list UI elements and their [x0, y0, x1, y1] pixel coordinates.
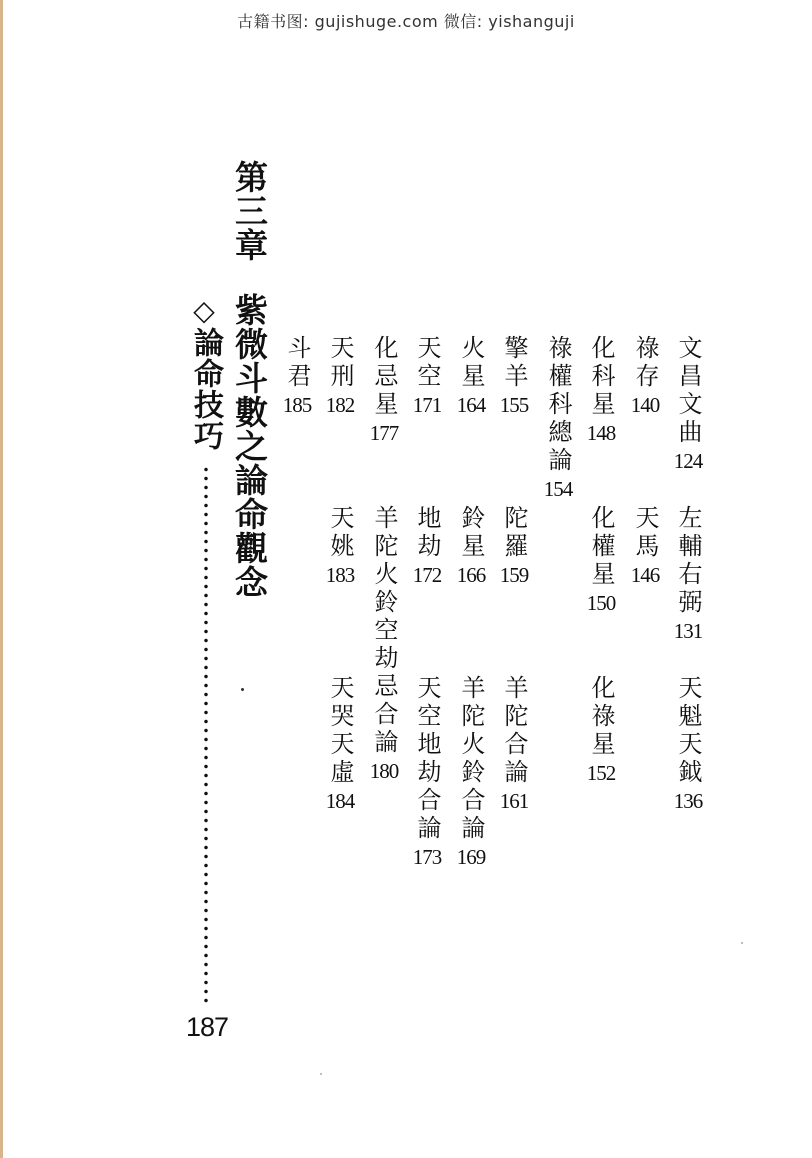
page-edge	[0, 0, 3, 1158]
toc-entry-title: 天哭天虛	[326, 675, 354, 787]
toc-entry-page: 180	[369, 759, 399, 783]
toc-entry-title: 鈴星	[457, 505, 485, 561]
toc-entry-page: 131	[673, 619, 703, 643]
toc-entry-title: 火星	[457, 335, 485, 391]
dotted-leader	[202, 465, 210, 1005]
toc-entry-title: 文昌文曲	[674, 335, 702, 447]
chapter-label: 第三章	[230, 160, 269, 262]
toc-entry-page: 177	[369, 421, 399, 445]
toc-entry-page: 150	[586, 591, 616, 615]
toc-entry-title: 祿權科總論	[544, 335, 572, 475]
toc-entry-page: 155	[499, 393, 529, 417]
toc-entry[interactable]	[322, 335, 358, 418]
toc-entry[interactable]	[496, 505, 532, 588]
toc-entry-title: 羊陀合論	[500, 675, 528, 787]
toc-entry-title: 化忌星	[370, 335, 398, 419]
toc-entry[interactable]	[279, 335, 315, 418]
toc-entry-title: 化科星	[587, 335, 615, 419]
speck	[320, 1073, 322, 1075]
toc-entry-title: 陀羅	[500, 505, 528, 561]
toc-entry[interactable]	[496, 335, 532, 418]
toc-entry[interactable]	[366, 505, 402, 784]
toc-entry-page: 173	[412, 845, 442, 869]
toc-entry[interactable]	[670, 675, 706, 814]
chapter-title: 紫微斗數之論命觀念	[230, 293, 269, 599]
toc-entry-title: 羊陀火鈴合論	[457, 675, 485, 843]
toc-entry-title: 天魁天鉞	[674, 675, 702, 787]
toc-entry-title: 羊陀火鈴空劫忌合論	[370, 505, 398, 757]
toc-entry-title: 斗君	[283, 335, 311, 391]
toc-entry[interactable]	[627, 335, 663, 418]
section-title: 論命技巧	[188, 327, 223, 451]
page-number: 187	[186, 1012, 229, 1042]
toc-entry-page: 152	[586, 761, 616, 785]
toc-entry-page: 182	[325, 393, 355, 417]
toc-entry[interactable]	[453, 505, 489, 588]
toc-entry-title: 祿存	[631, 335, 659, 391]
toc-entry-page: 161	[499, 789, 529, 813]
toc-entry-page: 183	[325, 563, 355, 587]
toc-entry-page: 184	[325, 789, 355, 813]
stray-dot	[241, 688, 244, 691]
toc-entry-page: 172	[412, 563, 442, 587]
toc-entry[interactable]	[583, 335, 619, 446]
toc-entry-page: 146	[630, 563, 660, 587]
toc-entry-title: 天馬	[631, 505, 659, 561]
toc-entry-page: 185	[282, 393, 312, 417]
toc-entry-page: 159	[499, 563, 529, 587]
toc-entry-title: 地劫	[413, 505, 441, 561]
toc-entry[interactable]	[583, 505, 619, 616]
toc-entry-title: 天空	[413, 335, 441, 391]
toc-entry-page: 169	[456, 845, 486, 869]
toc-entry-title: 天姚	[326, 505, 354, 561]
toc-entry-title: 化權星	[587, 505, 615, 589]
toc-entry[interactable]	[583, 675, 619, 786]
toc-entry[interactable]	[322, 505, 358, 588]
toc-entry[interactable]	[670, 505, 706, 644]
toc-entry[interactable]	[322, 675, 358, 814]
toc-entry-page: 148	[586, 421, 616, 445]
toc-entry[interactable]	[366, 335, 402, 446]
toc-entry-title: 化祿星	[587, 675, 615, 759]
toc-entry-title: 天空地劫合論	[413, 675, 441, 843]
toc-entry[interactable]	[670, 335, 706, 474]
toc-entry[interactable]	[409, 675, 445, 870]
diamond-icon: ◇	[193, 294, 215, 327]
toc-entry-page: 136	[673, 789, 703, 813]
toc-entry[interactable]	[496, 675, 532, 814]
toc-entry[interactable]	[453, 675, 489, 870]
toc-entry-page: 166	[456, 563, 486, 587]
watermark: 古籍书图: gujishuge.com 微信: yishanguji	[237, 12, 575, 31]
toc-entry-title: 擎羊	[500, 335, 528, 391]
toc-entry-page: 164	[456, 393, 486, 417]
toc-entry[interactable]	[627, 505, 663, 588]
toc-entry-page: 140	[630, 393, 660, 417]
toc-entry[interactable]	[453, 335, 489, 418]
toc-entry-page: 154	[543, 477, 573, 501]
speck	[741, 942, 743, 944]
toc-entry[interactable]	[409, 505, 445, 588]
toc-entry[interactable]	[540, 335, 576, 502]
toc-entry-title: 左輔右弼	[674, 505, 702, 617]
toc-entry[interactable]	[409, 335, 445, 418]
toc-entry-page: 171	[412, 393, 442, 417]
toc-entry-title: 天刑	[326, 335, 354, 391]
toc-entry-page: 124	[673, 449, 703, 473]
